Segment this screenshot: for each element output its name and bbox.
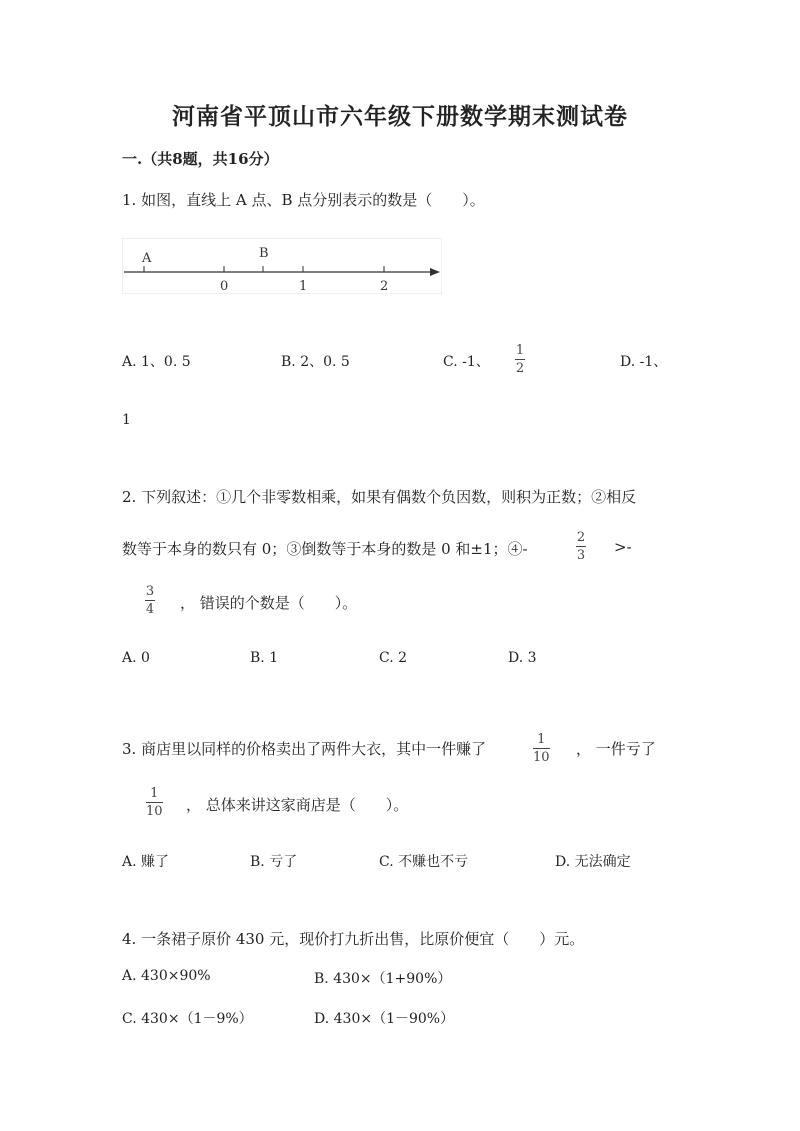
- tick-label-2: 2: [380, 279, 389, 294]
- q2-option-d[interactable]: D. 3: [508, 650, 537, 666]
- q1-option-d[interactable]: D. -1、: [620, 354, 668, 370]
- q1-option-c[interactable]: C. -1、: [443, 354, 490, 370]
- q3-fraction-2: [146, 786, 163, 819]
- q2-greater-than: >-: [614, 538, 632, 556]
- q3-option-c[interactable]: C. 不赚也不亏: [379, 854, 469, 870]
- q1-option-d-continued: 1: [122, 412, 131, 428]
- question-4-text: 4. 一条裙子原价 430 元，现价打九折出售，比原价便宜（ ）元。: [122, 930, 585, 948]
- q4-option-d[interactable]: D. 430×（1－90%）: [314, 1011, 455, 1027]
- question-2-line-2: 数等于本身的数只有 0；③倒数等于本身的数是 0 和±1；④-: [122, 540, 528, 558]
- fraction-denominator: 10: [146, 804, 163, 819]
- q4-option-b[interactable]: B. 430×（1+90%）: [314, 971, 452, 987]
- q2-option-a[interactable]: A. 0: [122, 650, 150, 666]
- fraction-numerator: 2: [576, 530, 586, 545]
- question-3-line-2: ， 总体来讲这家商店是（ ）。: [186, 796, 409, 814]
- q2-fraction-2-3: [576, 530, 586, 563]
- q1-option-a[interactable]: A. 1、0. 5: [122, 354, 191, 370]
- fraction-denominator: 10: [533, 750, 550, 765]
- q3-option-a[interactable]: A. 赚了: [122, 854, 170, 870]
- fraction-numerator: 1: [537, 732, 546, 747]
- fraction-numerator: 1: [150, 786, 159, 801]
- question-1-text: 1. 如图，直线上 A 点、B 点分别表示的数是（ ）。: [122, 191, 485, 209]
- q2-option-b[interactable]: B. 1: [250, 650, 279, 666]
- page-title: 河南省平顶山市六年级下册数学期末测试卷: [172, 103, 628, 130]
- section-heading: 一.（共8题，共16分）: [122, 150, 279, 168]
- fraction-denominator: 3: [576, 548, 586, 563]
- q2-fraction-3-4: [145, 584, 155, 617]
- question-3-line-1-cont: ， 一件亏了: [576, 740, 656, 758]
- fraction-numerator: 1: [515, 343, 525, 358]
- fraction-denominator: 4: [145, 602, 155, 617]
- q1-option-b[interactable]: B. 2、0. 5: [281, 354, 350, 370]
- fraction-numerator: 3: [145, 584, 155, 599]
- tick-label-1: 1: [299, 279, 308, 294]
- question-3-line-1: 3. 商店里以同样的价格卖出了两件大衣，其中一件赚了: [122, 740, 487, 758]
- fraction-denominator: 2: [515, 361, 525, 376]
- number-line-figure: [122, 238, 442, 294]
- question-2-line-3: ， 错误的个数是（ ）。: [180, 594, 358, 612]
- q3-fraction-1: [533, 732, 550, 765]
- question-2-line-1: 2. 下列叙述：①几个非零数相乘，如果有偶数个负因数，则积为正数；②相反: [122, 488, 637, 506]
- point-b-label: B: [259, 246, 269, 261]
- q3-option-b[interactable]: B. 亏了: [250, 854, 298, 870]
- q3-option-d[interactable]: D. 无法确定: [555, 854, 631, 870]
- q4-option-a[interactable]: A. 430×90%: [122, 968, 211, 984]
- q4-option-c[interactable]: C. 430×（1－9%）: [122, 1011, 253, 1027]
- q1-option-c-fraction: [515, 343, 525, 376]
- point-a-label: A: [142, 251, 152, 266]
- q2-option-c[interactable]: C. 2: [379, 650, 408, 666]
- arrow-head-icon: [430, 268, 440, 276]
- tick-label-0: 0: [220, 279, 229, 294]
